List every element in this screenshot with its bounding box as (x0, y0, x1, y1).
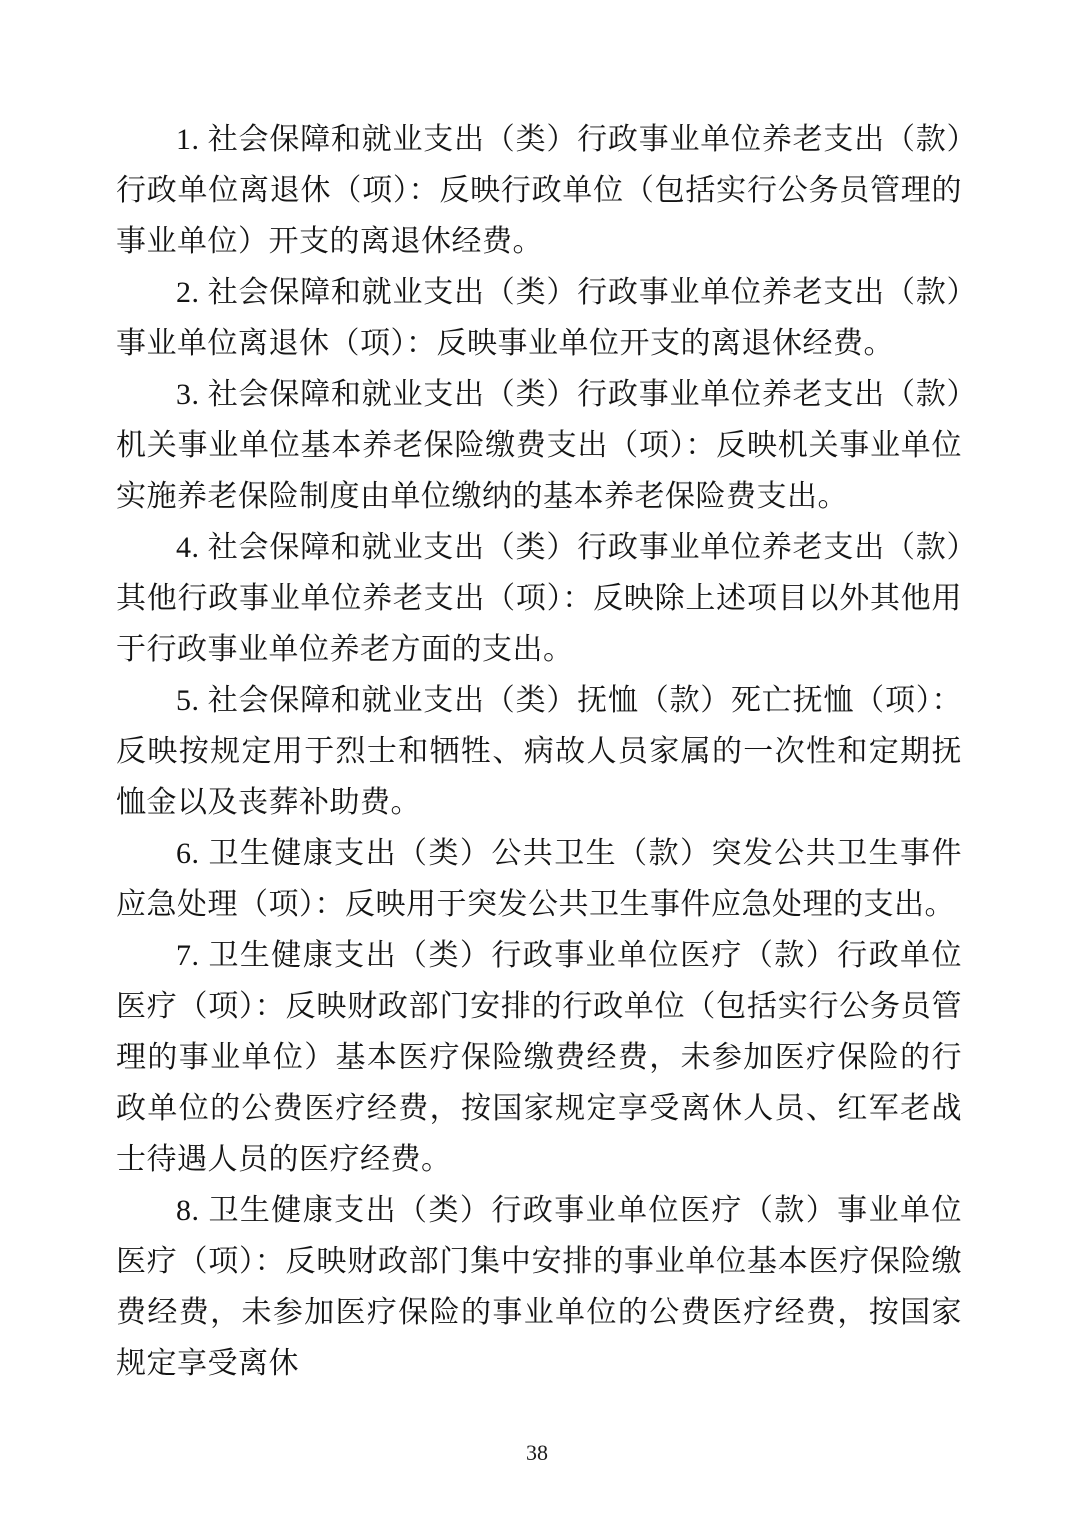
paragraph: 8. 卫生健康支出（类）行政事业单位医疗（款）事业单位医疗（项）：反映财政部门集中安排的事业单位基本医疗保险缴费经费，未参加医疗保险的事业单位的公费医疗经费，按国家规定享受离休 (116, 1194, 962, 1380)
document-body (116, 114, 962, 1389)
paragraph: 6. 卫生健康支出（类）公共卫生（款）突发公共卫生事件应急处理（项）：反映用于突发公共卫生事件应急处理的支出。 (116, 837, 962, 921)
paragraph: 2. 社会保障和就业支出（类）行政事业单位养老支出（款）事业单位离退休（项）：反映事业单位开支的离退休经费。 (116, 276, 962, 360)
paragraph: 3. 社会保障和就业支出（类）行政事业单位养老支出（款）机关事业单位基本养老保险缴费支出（项）：反映机关事业单位实施养老保险制度由单位缴纳的基本养老保险费支出。 (116, 378, 962, 513)
page-number: 38 (526, 1440, 548, 1465)
paragraph: 5. 社会保障和就业支出（类）抚恤（款）死亡抚恤（项）：反映按规定用于烈士和牺牲、病故人员家属的一次性和定期抚恤金以及丧葬补助费。 (116, 684, 962, 819)
paragraph: 1. 社会保障和就业支出（类）行政事业单位养老支出（款）行政单位离退休（项）：反映行政单位（包括实行公务员管理的事业单位）开支的离退休经费。 (116, 123, 962, 258)
paragraph: 4. 社会保障和就业支出（类）行政事业单位养老支出（款）其他行政事业单位养老支出（项）：反映除上述项目以外其他用于行政事业单位养老方面的支出。 (116, 531, 962, 666)
paragraph: 7. 卫生健康支出（类）行政事业单位医疗（款）行政单位医疗（项）：反映财政部门安排的行政单位（包括实行公务员管理的事业单位）基本医疗保险缴费经费，未参加医疗保险的行政单位的公费医疗经费，按国家规定享受离休人员、红军老战士待遇人员的医疗经费。 (116, 939, 962, 1176)
